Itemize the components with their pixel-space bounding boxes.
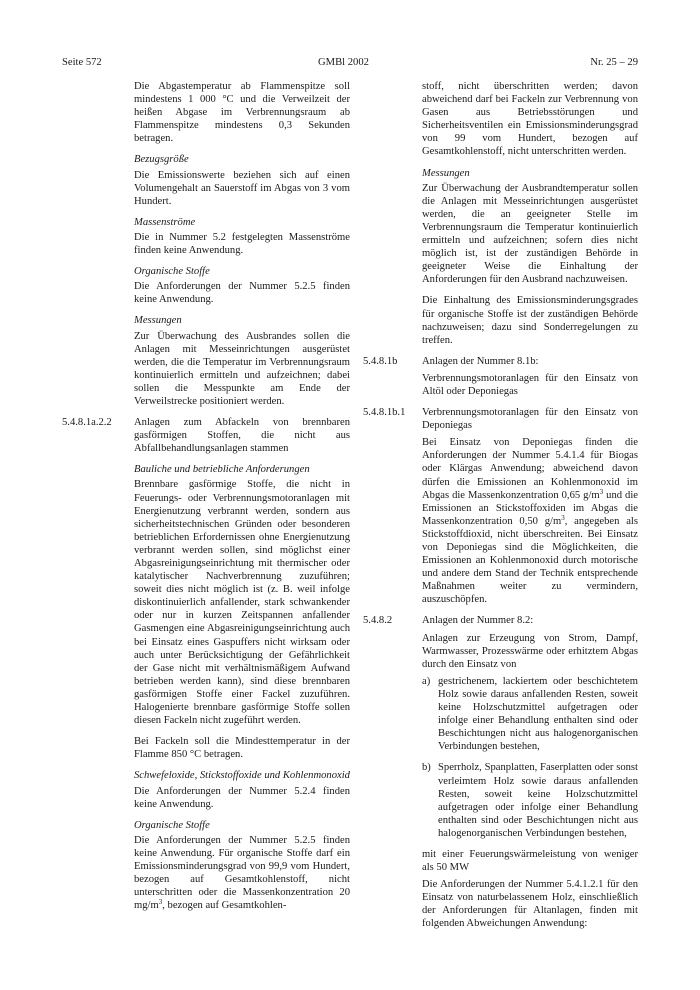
page-number: Seite 572 (62, 57, 102, 68)
heading-organische-stoffe: Organische Stoffe (134, 266, 210, 278)
section-subtitle: Anlagen zur Erzeugung von Strom, Dampf, Warmwasser, Prozesswärme oder erhitztem Abgas durch den Einsatz von (422, 632, 638, 670)
heading-messungen: Messungen (134, 315, 182, 327)
heading-schwefeloxide: Schwefeloxide, Stickstoffoxide und Kohlenmonoxid (134, 770, 350, 782)
section-title: Anlagen der Nummer 8.2: (422, 615, 534, 627)
heading-organische-stoffe-2: Organische Stoffe (134, 819, 210, 831)
paragraph-organische-stoffe-2: Die Anforderungen der Nummer 5.2.5 finden keine Anwendung. Für organische Stoffe darf ein Emissionsminderungsgrad von 99,9 vom Hundert, bezogen auf Gesamtkohlenstoff, nicht unterschritten oder die Massenkonzentration 20 $mg/m^3$, bezogen auf Gesamtkohlen- (134, 834, 350, 912)
issue-number: Nr. 25 – 29 (590, 57, 638, 68)
list-label: a) (422, 675, 431, 687)
section-5-4-8-1b (363, 355, 638, 398)
paragraph-messungen: Zur Überwachung des Ausbrandes sollen die Anlagen mit Messeinrichtungen ausgerüstet werden, die die Temperatur im Verbrennungsraum kontinuierlich ermitteln und aufzeichnen; dabei sollen die Messpunkte am Ende der Verweilstrecke positioniert werden. (134, 330, 350, 407)
paragraph-abgastemperatur: Die Abgastemperatur ab Flammenspitze soll mindestens 1 000 °C und die Verweilzeit der heißen Abgase im Verbrennungsraum ab Flammenspitze mindestens 0,3 Sekunden betragen. (134, 81, 350, 145)
section-subtitle: Verbrennungsmotoranlagen für den Einsatz von Altöl oder Deponiegas (422, 372, 638, 397)
journal-title: GMBl 2002 (318, 57, 369, 68)
paragraph-massenstroeme: Die in Nummer 5.2 festgelegten Massenströme finden keine Anwendung. (134, 231, 350, 257)
section-title: Anlagen zum Abfackeln von brennbaren gasförmigen Stoffen, die nicht aus Abfallbehandlungsanlagen stammen (134, 417, 350, 455)
section-5-4-8-1b-1 (363, 406, 638, 606)
section-title: Anlagen der Nummer 8.1b: (422, 355, 539, 367)
heading-messungen-2: Messungen (422, 167, 470, 179)
paragraph-continuation: stoff, nicht überschritten werden; davon abweichend darf bei Fackeln zur Verbrennung von Gasen aus Betriebsstörungen und Sicherheitsventilen ein Emissionsminderungsgrad von 99 vom Hundert, bezogen auf Gesamtkohlenstoff, nicht unterschritten werden. (422, 81, 638, 158)
list-label: b) (422, 762, 431, 774)
paragraph-einhaltung: Die Einhaltung des Emissionsminderungsgrades für organische Stoffe ist der zuständigen Behörde nachzuweisen; dazu sind Sonderregelungen zu treffen. (422, 295, 638, 346)
paragraph-naturbelassenes-holz: Die Anforderungen der Nummer 5.4.1.2.1 für den Einsatz von naturbelassenem Holz, einschließlich der Anforderungen für Altanlagen, finden mit folgenden Abweichungen Anwendung: (422, 879, 638, 930)
list-item (422, 761, 638, 840)
paragraph-fackel-temperatur: Bei Fackeln soll die Mindesttemperatur in der Flamme 850 °C betragen. (134, 736, 350, 761)
paragraph-messungen-2: Zur Überwachung der Ausbrandtemperatur sollen die Anlagen mit Messeinrichtungen ausgerüstet werden, die an geeigneter Stelle im Verbrennungsraum die Temperatur kontinuierlich ermitteln und aufzeichnen; sofern dies nicht möglich ist, ist der zuständigen Behörde in geeigneter Weise die Einhaltung der Anforderungen für den Ausbrand nachzuweisen. (422, 182, 638, 286)
paragraph-bezugsgroesse: Die Emissionswerte beziehen sich auf einen Volumengehalt an Sauerstoff im Abgas von 3 vom Hundert. (134, 169, 350, 207)
section-5-4-8-1a-2-2 (62, 416, 350, 455)
paragraph-organische-stoffe: Die Anforderungen der Nummer 5.2.5 finden keine Anwendung. (134, 281, 350, 306)
section-5-4-8-2 (363, 614, 638, 930)
heading-bezugsgroesse: Bezugsgröße (134, 154, 189, 166)
list-text: Sperrholz, Spanplatten, Faserplatten oder sonst verleimtem Holz sowie daraus anfallenden Resten, soweit keine Holzschutzmittel aufgetragen oder infolge einer Behandlung enthalten sind oder Beschichtungen nicht aus halogenorganischen Verbindungen bestehen, (438, 762, 638, 839)
list-text: gestrichenem, lackiertem oder beschichtetem Holz sowie daraus anfallenden Resten, soweit keine Holzschutzmittel aufgetragen oder infolge einer Behandlung enthalten sind oder Beschichtungen nicht aus halogenorganischen Verbindungen bestehen, (438, 675, 638, 753)
paragraph-schwefeloxide: Die Anforderungen der Nummer 5.2.4 finden keine Anwendung. (134, 785, 350, 810)
section-title: Verbrennungsmotoranlagen für den Einsatz von Deponiegas (422, 407, 638, 432)
paragraph-deponiegas: Bei Einsatz von Deponiegas finden die Anforderungen der Nummer 5.4.1.4 für Biogas oder Klärgas Anwendung; abweichend davon dürfen die Emissionen an Kohlenmonoxid im Abgas die Massenkonzentration 0,65 $g/m^3$ und die Emissionen an Stickstoffoxiden im Abgas die Massenkonzentration 0,50 $g/m^3$, angegeben als Stickstoffdioxid, nicht überschreiten. Bei Einsatz von Deponiegas sind die Möglichkeiten, die Emissionen an Kohlenmonoxid durch motorische und andere dem Stand der Technik entsprechende Maßnahmen weiter zu vermindern, auszuschöpfen. (422, 437, 638, 606)
paragraph-feuerungswaermeleistung: mit einer Feuerungswärmeleistung von weniger als 50 MW (422, 848, 638, 874)
left-column (62, 80, 350, 920)
right-column (363, 80, 638, 939)
list-item (422, 675, 638, 754)
section-number: 5.4.8.1b (363, 355, 398, 367)
heading-bauliche-anforderungen: Bauliche und betriebliche Anforderungen (134, 464, 310, 476)
paragraph-bauliche-anforderungen: Brennbare gasförmige Stoffe, die nicht in Feuerungs- oder Verbrennungsmotoranlagen mit Energienutzung verbrannt werden, sondern aus sicherheitstechnischen Gründen oder besonderen betrieblichen Erfordernissen ohne Energienutzung verbrannt werden sollen, sind möglichst einer Abgasreinigungseinrichtung mit thermischer oder katalytischer Nachverbrennung zuzuführen; soweit dies nicht möglich ist (z. B. weil infolge diskontinuierlich anfallender, stark schwankender oder nur in kurzen Zeitspannen anfallender Gasmengen eine Abgasreinigungseinrichtung auch bei Einsatz eines Gaspuffers nicht wirksam oder auch unter Berücksichtigung der Gefährlichkeit der Gase nicht mit verhältnismäßigem Aufwand betrieben werden kann), sind diese brennbaren gasförmigen Stoffe einer Fackel zuzuführen. Halogenierte brennbare gasförmige Stoffe sollen diesen Fackeln nicht zugeführt werden. (134, 479, 350, 727)
section-number: 5.4.8.1a.2.2 (62, 417, 112, 429)
section-number: 5.4.8.2 (363, 615, 393, 627)
section-number: 5.4.8.1b.1 (363, 407, 406, 419)
heading-massenstroeme: Massenströme (134, 216, 196, 228)
